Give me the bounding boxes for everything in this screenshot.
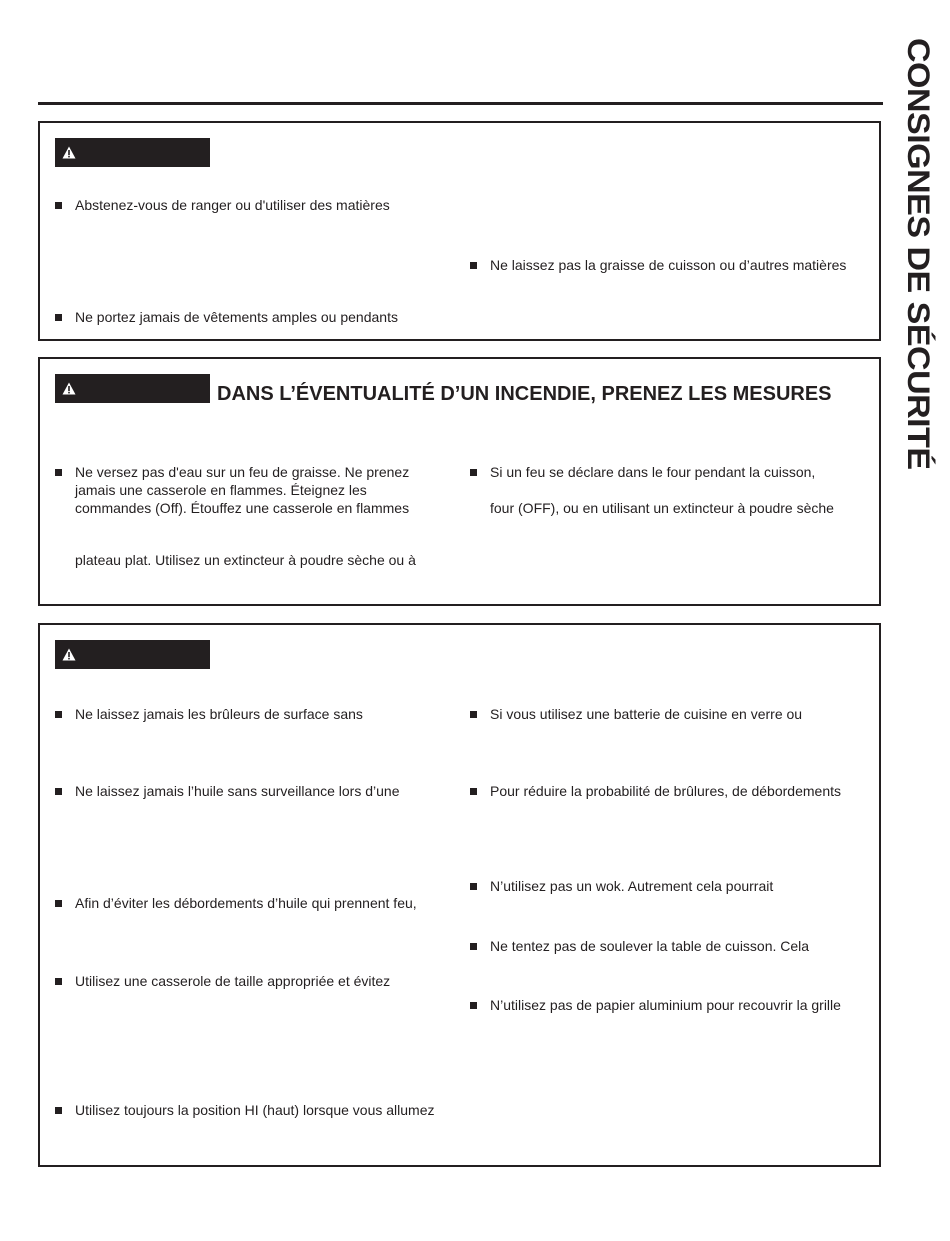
bullet-square-icon [55,469,62,476]
header-rule [38,102,883,105]
bullet-square-icon [470,1002,477,1009]
side-title-text: CONSIGNES DE SÉCURITÉ [899,38,935,470]
list-item [470,256,890,274]
list-item [470,782,890,800]
list-item-text: Ne versez pas d'eau sur un feu de graisse. Ne prenez jamais une casserole en flammes. Éteignez les commandes (Off). Étouffez une casserole en flammes [75,464,410,516]
bullet-square-icon [55,978,62,985]
list-item [55,196,455,214]
warning-label-bar [55,138,210,167]
bullet-square-icon [55,314,62,321]
list-item [470,463,890,481]
bullet-square-icon [55,788,62,795]
bullet-square-icon [55,711,62,718]
list-item-continuation: plateau plat. Utilisez un extincteur à poudre sèche ou à [75,552,416,568]
list-item-text: Utilisez toujours la position HI (haut) lorsque vous allumez [75,1102,435,1118]
list-item [55,782,475,800]
warning-triangle-icon [62,146,76,159]
list-item-text: Ne portez jamais de vêtements amples ou pendants [75,309,398,325]
warning-triangle-icon [62,382,76,395]
bullet-square-icon [55,202,62,209]
warning-box-1 [38,121,881,341]
list-item [55,1101,485,1119]
list-item-text: Ne tentez pas de soulever la table de cuisson. Cela [490,938,810,954]
list-item-text: Si vous utilisez une batterie de cuisine en verre ou [490,706,803,722]
section-side-title [889,38,945,468]
bullet-square-icon [55,900,62,907]
list-item-text: Utilisez une casserole de taille appropriée et évitez [75,973,391,989]
warning-box-3 [38,623,881,1167]
bullet-square-icon [470,262,477,269]
list-item [55,705,475,723]
list-item [470,937,890,955]
warning-triangle-icon [62,648,76,661]
list-item [470,705,890,723]
list-item [470,877,890,895]
list-item-text: Ne laissez jamais l’huile sans surveillance lors d’une [75,783,400,799]
list-item-text: Pour réduire la probabilité de brûlures, de débordements [490,783,841,799]
list-item-text: N’utilisez pas un wok. Autrement cela pourrait [490,878,774,894]
bullet-square-icon [470,788,477,795]
list-item-text: Abstenez-vous de ranger ou d'utiliser des matières [75,197,390,213]
list-item [55,463,435,517]
warning-box-2 [38,357,881,606]
bullet-square-icon [470,883,477,890]
list-item [470,996,890,1014]
list-item-text: Si un feu se déclare dans le four pendant la cuisson, [490,464,816,480]
list-item [55,894,475,912]
warning-label-bar [55,374,210,403]
list-item [55,308,455,326]
bullet-square-icon [470,469,477,476]
list-item-text: Ne laissez pas la graisse de cuisson ou d’autres matières [490,257,847,273]
fire-instructions-heading: DANS L’ÉVENTUALITÉ D’UN INCENDIE, PRENEZ LES MESURES [217,383,832,405]
list-item-text: Afin d’éviter les débordements d’huile qui prennent feu, [75,895,417,911]
list-item-continuation: four (OFF), ou en utilisant un extincteur à poudre sèche [490,500,834,516]
bullet-square-icon [470,943,477,950]
list-item-text: Ne laissez jamais les brûleurs de surface sans [75,706,363,722]
warning-label-bar [55,640,210,669]
bullet-square-icon [470,711,477,718]
list-item [55,972,475,990]
bullet-square-icon [55,1107,62,1114]
list-item-text: N’utilisez pas de papier aluminium pour recouvrir la grille [490,997,841,1013]
